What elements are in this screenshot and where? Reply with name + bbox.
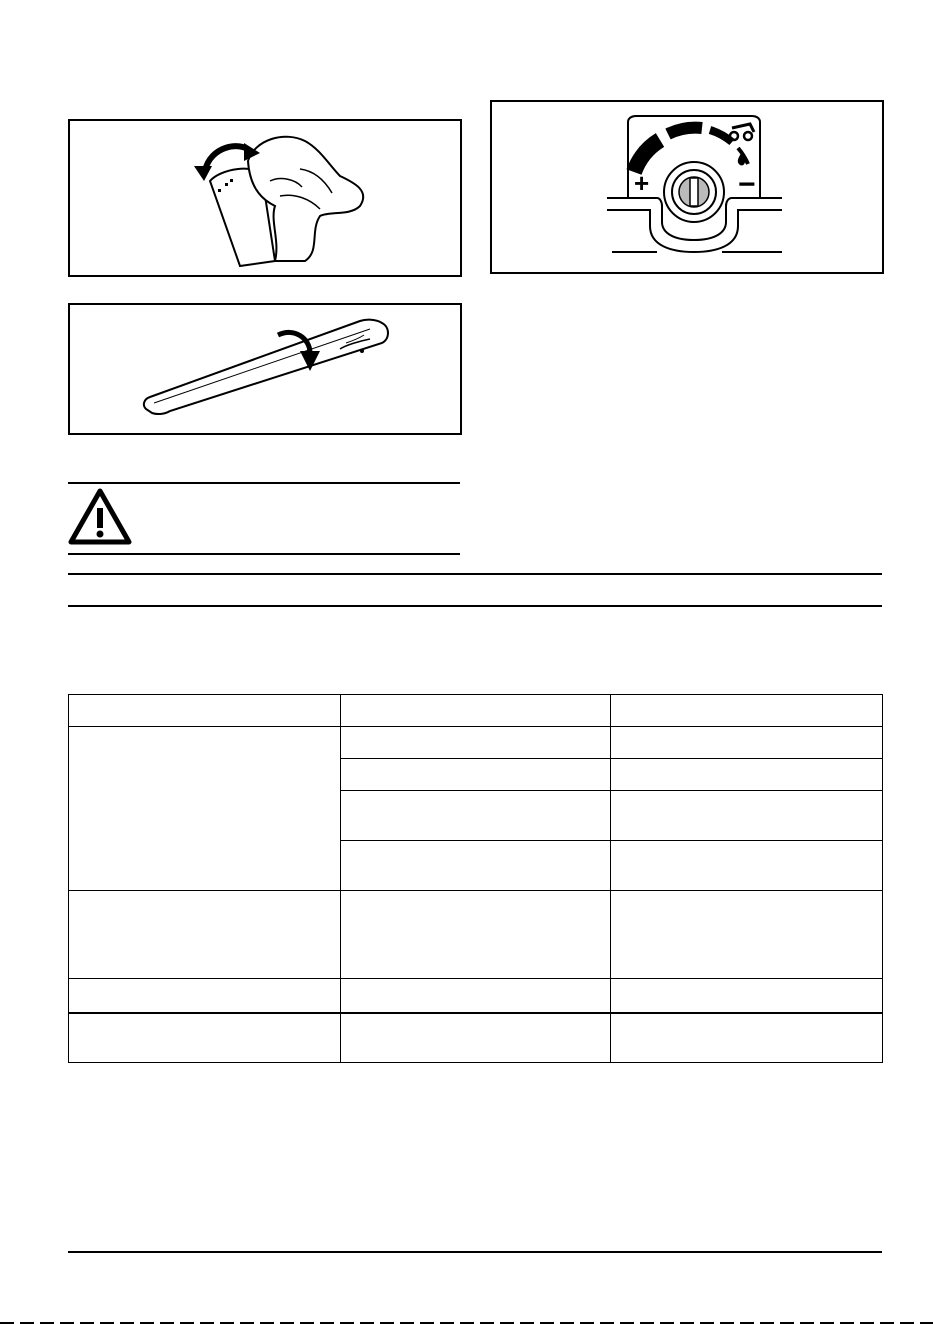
table-cell bbox=[341, 727, 611, 759]
table-cell bbox=[611, 695, 883, 727]
warning-bottom-rule bbox=[68, 553, 460, 555]
table-cell bbox=[69, 695, 341, 727]
table-cell bbox=[341, 979, 611, 1013]
table-cell bbox=[611, 1013, 883, 1063]
table-cell bbox=[69, 727, 341, 891]
table-cell bbox=[69, 1013, 341, 1063]
table-cell bbox=[611, 891, 883, 979]
table-cell bbox=[611, 791, 883, 841]
warning-triangle-icon bbox=[68, 488, 132, 546]
oil-flow-dial-icon bbox=[492, 102, 882, 272]
table-cell bbox=[341, 891, 611, 979]
table-cell bbox=[341, 759, 611, 791]
table-cell bbox=[611, 759, 883, 791]
table-cell bbox=[341, 695, 611, 727]
table-row bbox=[69, 1013, 883, 1063]
minus-symbol: − bbox=[738, 168, 756, 201]
section-top-rule bbox=[68, 573, 882, 575]
table-cell bbox=[69, 979, 341, 1013]
table-cell bbox=[341, 841, 611, 891]
table-row bbox=[69, 727, 883, 759]
table-header-row bbox=[69, 695, 883, 727]
table-cell bbox=[341, 1013, 611, 1063]
figure-guide-bar bbox=[68, 303, 462, 435]
table-cell bbox=[611, 841, 883, 891]
bar-tightening-hand-icon bbox=[70, 121, 460, 275]
table-row bbox=[69, 979, 883, 1013]
figure-bar-adjust bbox=[68, 119, 462, 277]
table-cell bbox=[69, 891, 341, 979]
table-cell bbox=[341, 791, 611, 841]
section-bottom-rule bbox=[68, 605, 882, 607]
table-row bbox=[69, 891, 883, 979]
spec-table bbox=[68, 694, 883, 1063]
warning-top-rule bbox=[68, 482, 460, 484]
table-cell bbox=[611, 727, 883, 759]
plus-symbol: + bbox=[634, 168, 650, 198]
table-cell bbox=[611, 979, 883, 1013]
guide-bar-turn-icon bbox=[70, 305, 460, 433]
footer-rule bbox=[68, 1251, 882, 1253]
figure-oil-dial bbox=[490, 100, 884, 274]
